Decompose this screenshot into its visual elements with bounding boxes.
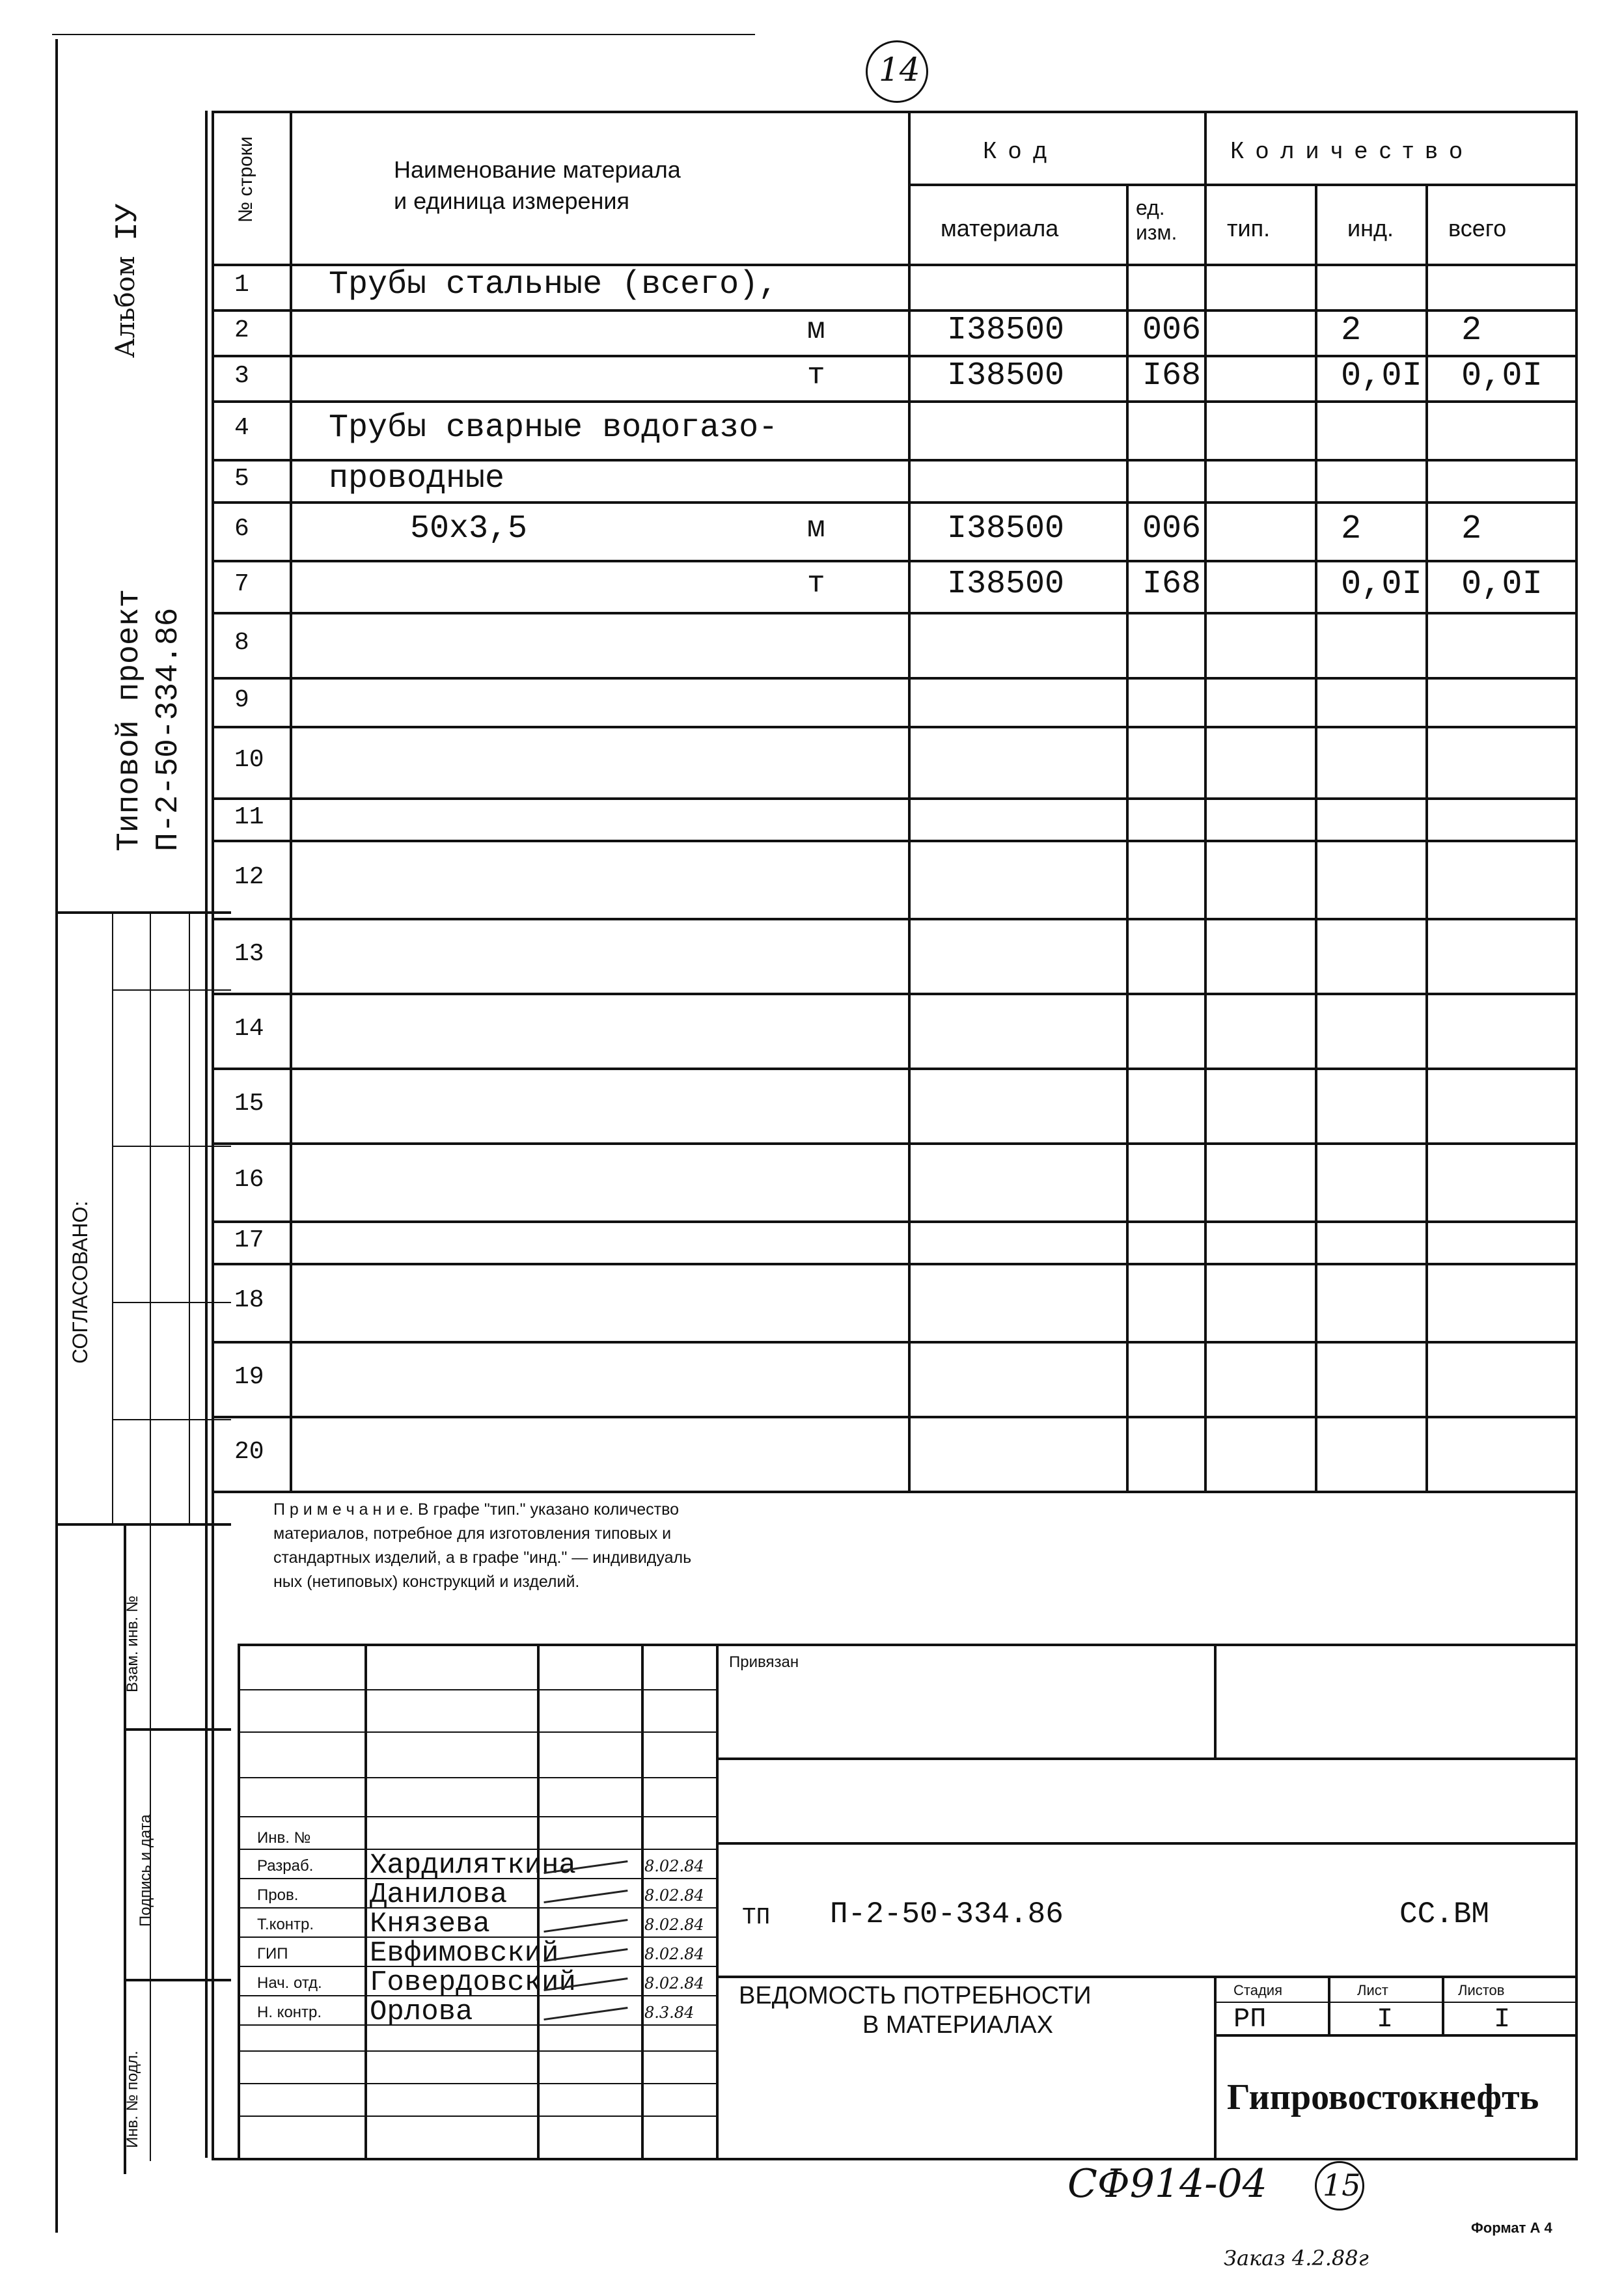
row-line	[212, 501, 1578, 504]
stage-value: РП	[1233, 2004, 1267, 2035]
row-unit: м	[807, 512, 825, 546]
row-number: 2	[234, 316, 249, 345]
row-line	[212, 840, 1578, 842]
row-uom: 006	[1142, 312, 1202, 349]
agreed-col1	[112, 911, 113, 1523]
row-total: 2	[1461, 509, 1482, 548]
tp-label: ТП	[742, 1904, 771, 1931]
row-number: 12	[234, 863, 264, 892]
row-ind: 0,0I	[1341, 356, 1422, 395]
row-number: 6	[234, 515, 249, 544]
signer-date: 8.02.84	[644, 1945, 704, 1963]
row-number: 10	[234, 746, 264, 775]
row-line	[212, 1142, 1578, 1145]
handwritten-note: Заказ 4.2.88г	[1224, 2246, 1369, 2270]
signer-role: Н. контр.	[257, 2004, 322, 2021]
organization: Гипровостокнефть	[1227, 2077, 1539, 2117]
row-ind: 2	[1341, 509, 1362, 548]
table-left-border	[212, 111, 214, 2158]
doc-number-handwritten: СФ914-04	[1067, 2161, 1267, 2207]
signer-name: Евфимовский	[370, 1937, 559, 1970]
stamp-h-3035	[716, 1976, 1578, 1978]
row-line	[212, 612, 1578, 614]
header-quantity: К о л и ч е с т в о	[1230, 137, 1465, 163]
album-value: IУ	[111, 203, 146, 241]
row-uom: I68	[1142, 357, 1202, 394]
header-q-total: всего	[1448, 215, 1507, 241]
signer-role: ГИП	[257, 1945, 288, 1963]
row-line	[212, 797, 1578, 800]
stamp-grid-line	[238, 1689, 716, 1690]
signer-role: Пров.	[257, 1886, 299, 1904]
signer-role: Т.контр.	[257, 1916, 314, 1933]
row-line	[212, 726, 1578, 728]
stamp-h-2700	[716, 1757, 1578, 1760]
privyazan-label: Привязан	[729, 1653, 799, 1671]
col-ind-right	[1425, 184, 1428, 1491]
podpis-data-label: Подпись и дата	[137, 1814, 154, 1927]
row-total: 0,0I	[1461, 564, 1543, 603]
note-line-2: материалов, потребное для изготовления типовых и	[273, 1524, 672, 1543]
signer-name: Хардиляткина	[370, 1849, 576, 1882]
bottom-circled-number: 15	[1323, 2168, 1361, 2203]
header-name-2: и единица измерения	[394, 187, 630, 214]
stamp-col-stage	[1214, 1976, 1217, 2158]
stamp-grid-line	[238, 1816, 716, 1817]
signer-date: 8.3.84	[644, 2004, 695, 2022]
row-number: 8	[234, 629, 249, 657]
project-line2: П-2-50-334.86	[151, 607, 186, 851]
side-stamp-border	[205, 111, 208, 2158]
row-uom: I68	[1142, 566, 1202, 603]
stamp-grid-line	[238, 2083, 716, 2084]
signature-mark	[544, 1919, 627, 1933]
row-code: I38500	[947, 357, 1065, 394]
stamp-col-sheets	[1442, 1976, 1444, 2034]
signer-date: 8.02.84	[644, 1857, 704, 1875]
row-uom: 006	[1142, 510, 1202, 547]
row-code: I38500	[947, 510, 1065, 547]
row-number: 19	[234, 1362, 264, 1391]
table-top-border	[212, 111, 1578, 113]
project-line1: Типовой проект	[112, 588, 147, 851]
signer-role: Нач. отд.	[257, 1974, 322, 1992]
row-number: 14	[234, 1014, 264, 1043]
stamp-col-sheet	[1328, 1976, 1330, 2034]
side-sep-2	[124, 1979, 231, 1981]
inv-no-label: Инв. №	[257, 1829, 311, 1847]
stamp-h-2830	[716, 1842, 1578, 1845]
row-line	[212, 993, 1578, 995]
side-sep-1	[124, 1728, 231, 1731]
row-number: 20	[234, 1437, 264, 1466]
row-name: Трубы сварные водогазо-	[329, 409, 778, 447]
note-line-3: стандартных изделий, а в графе "инд." — индивидуаль	[273, 1549, 692, 1567]
signature-mark	[544, 2007, 627, 2021]
signer-name: Данилова	[370, 1879, 508, 1911]
row-name: 50х3,5	[410, 510, 528, 547]
stamp-h-3125	[1214, 2034, 1578, 2037]
signer-date: 8.02.84	[644, 1916, 704, 1934]
row-number: 17	[234, 1226, 264, 1254]
stamp-col-name	[537, 1644, 540, 2158]
agreed-label: СОГЛАСОВАНО:	[68, 1200, 92, 1364]
signer-name: Князева	[370, 1908, 490, 1940]
doc-mark: СС.ВМ	[1399, 1897, 1490, 1931]
row-line	[212, 400, 1578, 403]
signer-date: 8.02.84	[644, 1886, 704, 1905]
header-name-1: Наименование материала	[394, 156, 681, 183]
stamp-col-role	[365, 1644, 367, 2158]
header-q-type: тип.	[1227, 215, 1271, 241]
signer-name: Орлова	[370, 1996, 473, 2028]
row-name: проводные	[329, 460, 505, 497]
stamp-bottom	[212, 2158, 1578, 2160]
sheet-value: I	[1377, 2004, 1394, 2035]
col-code-right	[1126, 184, 1129, 1491]
header-mid-line	[908, 184, 1578, 186]
sheets-label: Листов	[1458, 1982, 1505, 1998]
side-lower-top	[55, 1523, 231, 1526]
header-q-ind: инд.	[1347, 215, 1394, 241]
stamp-col-date	[716, 1644, 719, 2158]
frame-left-border	[55, 39, 58, 2233]
row-number: 4	[234, 414, 249, 443]
row-line	[212, 677, 1578, 680]
doc-title-2: В МАТЕРИАЛАХ	[862, 2011, 1053, 2039]
row-number: 15	[234, 1089, 264, 1118]
col-typ-right	[1315, 184, 1317, 1491]
row-line	[212, 309, 1578, 312]
agreed-col2	[150, 911, 151, 1523]
row-total: 2	[1461, 310, 1482, 350]
row-ind: 0,0I	[1341, 564, 1422, 603]
row-line	[212, 1068, 1578, 1070]
stamp-h-3075	[1214, 2002, 1578, 2003]
doc-title-1: ВЕДОМОСТЬ ПОТРЕБНОСТИ	[739, 1982, 1092, 2009]
note-line-1: П р и м е ч а н и е. В графе "тип." указано количество	[273, 1500, 680, 1519]
row-number: 7	[234, 570, 249, 599]
stamp-privyazan-right	[1214, 1644, 1217, 1757]
row-total: 0,0I	[1461, 356, 1543, 395]
row-name: Трубы стальные (всего),	[329, 266, 778, 303]
col-name-right	[908, 111, 911, 1491]
header-code-unit: ед. изм.	[1136, 196, 1177, 244]
row-number: 16	[234, 1166, 264, 1194]
top-edge-line	[52, 34, 755, 35]
row-line	[212, 1263, 1578, 1265]
header-row-no: № строки	[235, 136, 256, 223]
sheets-value: I	[1494, 2004, 1511, 2035]
stamp-grid-line	[238, 1777, 716, 1778]
row-ind: 2	[1341, 310, 1362, 350]
row-line	[212, 918, 1578, 920]
stamp-grid-line	[238, 2050, 716, 2052]
vzam-inv-label: Взам. инв. №	[124, 1595, 141, 1692]
row-number: 13	[234, 939, 264, 968]
signer-role: Разраб.	[257, 1857, 314, 1875]
row-number: 5	[234, 464, 249, 493]
signer-date: 8.02.84	[644, 1974, 704, 1992]
row-code: I38500	[947, 312, 1065, 349]
row-unit: м	[807, 313, 825, 348]
agreed-col3	[189, 911, 190, 1523]
col-num-right	[290, 111, 292, 1491]
stamp-top	[238, 1644, 1578, 1646]
note-line-4: ных (нетиповых) конструкций и изделий.	[273, 1573, 580, 1591]
signature-mark	[544, 1890, 627, 1904]
header-code-material: материала	[941, 215, 1059, 241]
row-line	[212, 1220, 1578, 1223]
format-label: Формат А 4	[1471, 2220, 1552, 2236]
stamp-grid-line	[238, 2116, 716, 2117]
stamp-inner-left	[238, 1644, 240, 2158]
signer-name: Говердовский	[370, 1966, 576, 1999]
table-right-border	[1575, 111, 1578, 2158]
album-label: Альбом	[111, 256, 141, 358]
row-number: 1	[234, 271, 249, 299]
col-uom-right	[1204, 111, 1207, 1491]
doc-code: П-2-50-334.86	[830, 1897, 1064, 1931]
row-unit: т	[807, 359, 825, 393]
stamp-grid-line	[238, 2024, 716, 2026]
row-number: 18	[234, 1286, 264, 1315]
page-number: 14	[879, 51, 920, 89]
sheet-label: Лист	[1357, 1982, 1388, 1998]
agreed-top	[55, 911, 231, 914]
row-line	[212, 560, 1578, 562]
row-number: 9	[234, 685, 249, 714]
rows-bottom	[212, 1491, 1578, 1493]
stamp-grid-line	[238, 1731, 716, 1733]
header-code: К о д	[983, 137, 1050, 163]
row-number: 11	[234, 803, 264, 831]
row-unit: т	[807, 567, 825, 601]
stamp-col-sign	[641, 1644, 644, 2158]
inv-podl-label: Инв. № подл.	[124, 2050, 141, 2148]
row-line	[212, 1416, 1578, 1418]
row-number: 3	[234, 362, 249, 391]
row-line	[212, 1341, 1578, 1344]
stage-label: Стадия	[1233, 1982, 1282, 1998]
row-code: I38500	[947, 566, 1065, 603]
